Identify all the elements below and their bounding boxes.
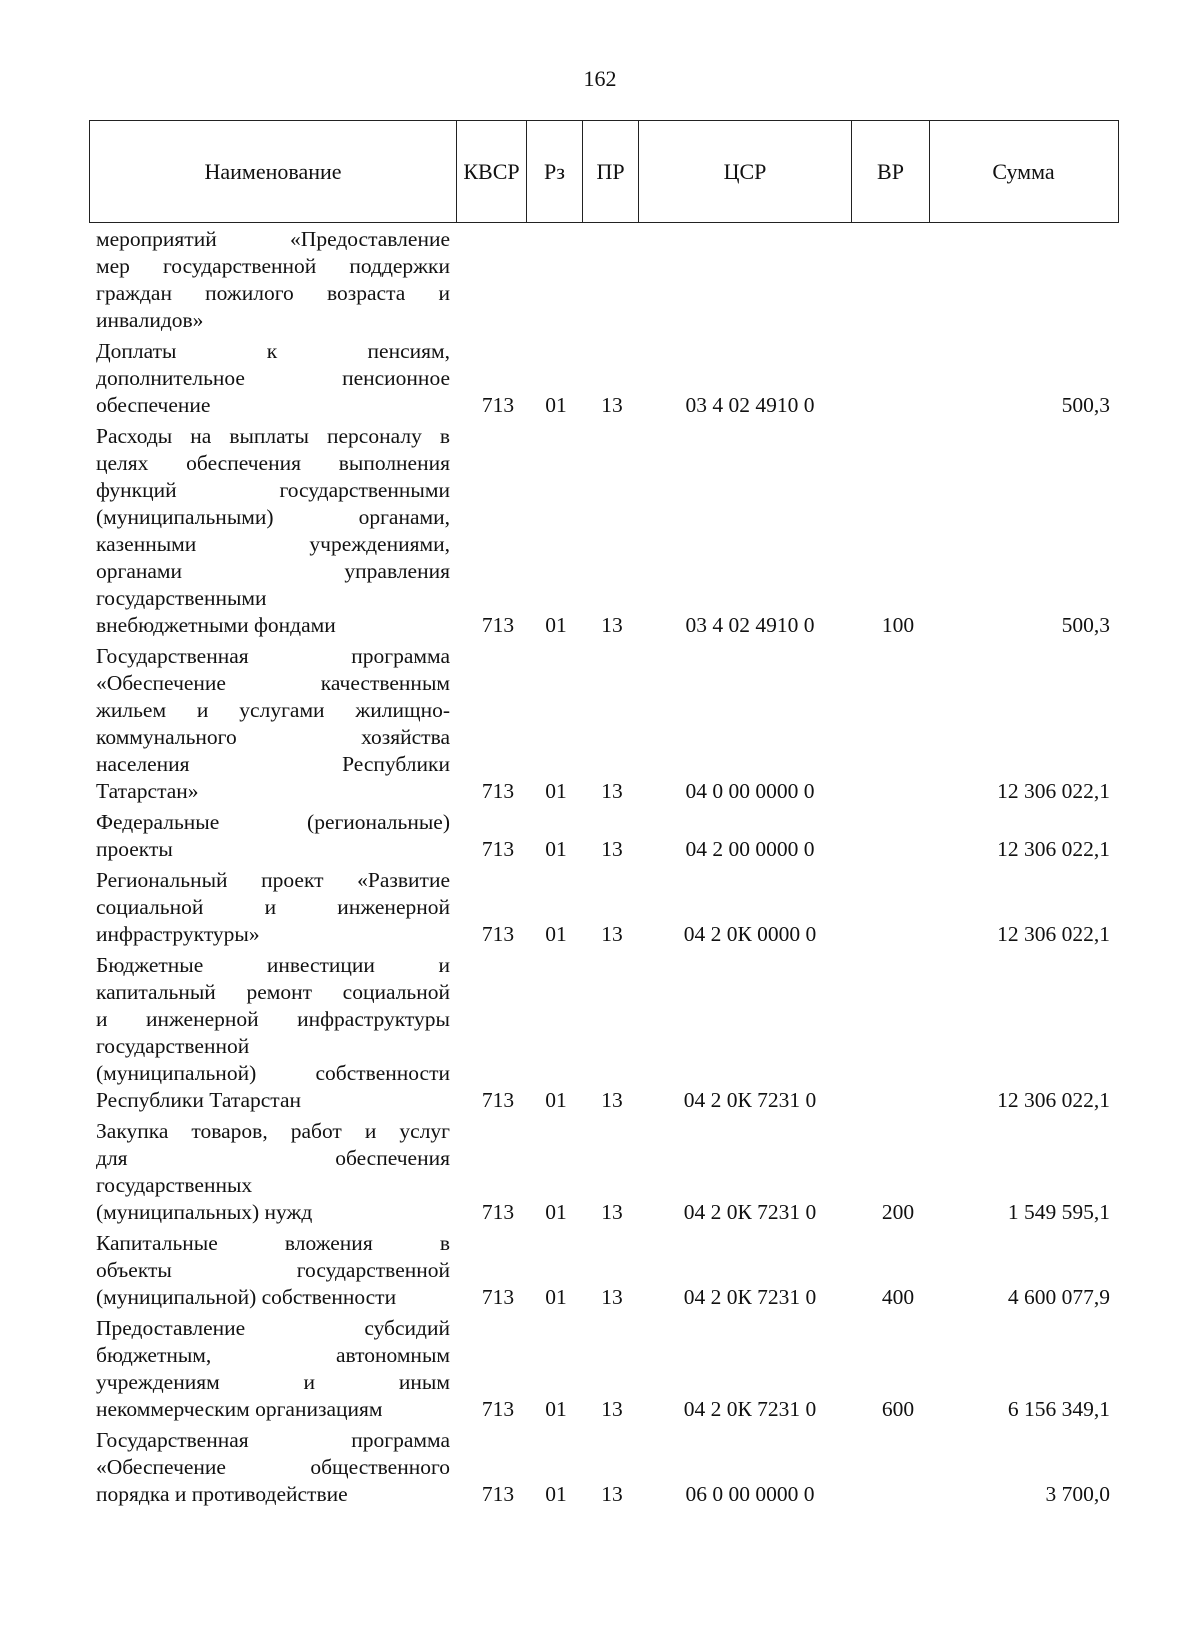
row-name-line: Федеральные (региональные) (96, 810, 450, 834)
row-name-line: Государственная программа (96, 644, 450, 668)
cell-pr: 13 (601, 1200, 623, 1224)
cell-rz: 01 (545, 1285, 567, 1309)
row-name-line: Доплаты к пенсиям, (96, 339, 450, 363)
cell-pr: 13 (601, 1285, 623, 1309)
cell-csr: 04 0 00 0000 0 (685, 779, 815, 803)
row-name (96, 643, 450, 805)
cell-csr: 04 2 0К 7231 0 (683, 1088, 817, 1112)
row-name-line: мер государственной поддержки (96, 254, 450, 278)
table-header (89, 120, 1119, 223)
cell-vr: 600 (881, 1397, 915, 1421)
column-header-sum: Сумма (992, 158, 1055, 184)
cell-kvsr: 713 (481, 1088, 515, 1112)
cell-kvsr: 713 (481, 1285, 515, 1309)
cell-kvsr: 713 (481, 393, 515, 417)
cell-sum: 12 306 022,1 (997, 1088, 1110, 1112)
row-name-line: Закупка товаров, работ и услуг (96, 1119, 450, 1143)
cell-sum: 1 549 595,1 (1007, 1200, 1110, 1224)
cell-sum: 12 306 022,1 (997, 779, 1110, 803)
row-name-line: и инженерной инфраструктуры (96, 1007, 450, 1031)
cell-vr: 100 (881, 613, 915, 637)
table-row (0, 952, 1200, 1114)
cell-rz: 01 (545, 393, 567, 417)
cell-pr: 13 (601, 1482, 623, 1506)
table-row (0, 809, 1200, 863)
row-name-line: казенными учреждениями, (96, 532, 450, 556)
row-name-line: «Обеспечение общественного (96, 1455, 450, 1479)
row-name-line: для обеспечения (96, 1146, 450, 1170)
cell-sum: 4 600 077,9 (1007, 1285, 1110, 1309)
row-name-line: Бюджетные инвестиции и (96, 953, 450, 977)
row-name-line: учреждениям и иным (96, 1370, 450, 1394)
row-name-line: (муниципальными) органами, (96, 505, 450, 529)
row-name-line: социальной и инженерной (96, 895, 450, 919)
row-name-line: Капитальные вложения в (96, 1231, 450, 1255)
cell-csr: 04 2 0К 7231 0 (683, 1285, 817, 1309)
row-name (96, 1315, 450, 1423)
table-row (0, 423, 1200, 639)
row-name (96, 809, 450, 863)
row-name-line: проекты (96, 837, 173, 861)
row-name-line: капитальный ремонт социальной (96, 980, 450, 1004)
table-body (0, 226, 1200, 1508)
row-name-line: Татарстан» (96, 779, 199, 803)
column-header-pr: ПР (583, 121, 639, 222)
row-name (96, 423, 450, 639)
row-name-line: граждан пожилого возраста и (96, 281, 450, 305)
row-name-line: (муниципальной) собственности (96, 1061, 450, 1085)
cell-rz: 01 (545, 779, 567, 803)
row-name (96, 1118, 450, 1226)
row-name-line: объекты государственной (96, 1258, 450, 1282)
cell-pr: 13 (601, 779, 623, 803)
row-name (96, 1230, 450, 1311)
cell-kvsr: 713 (481, 1200, 515, 1224)
cell-csr: 04 2 0К 7231 0 (683, 1200, 817, 1224)
row-name-line: мероприятий «Предоставление (96, 227, 450, 251)
row-name-line: (муниципальных) нужд (96, 1200, 313, 1224)
cell-pr: 13 (601, 393, 623, 417)
cell-vr: 200 (881, 1200, 915, 1224)
row-name-line: порядка и противодействие (96, 1482, 348, 1506)
table-row (0, 338, 1200, 419)
row-name-line: жильем и услугами жилищно- (96, 698, 450, 722)
row-name-line: (муниципальной) собственности (96, 1285, 397, 1309)
table-row (0, 643, 1200, 805)
cell-sum: 12 306 022,1 (997, 837, 1110, 861)
cell-kvsr: 713 (481, 1482, 515, 1506)
cell-sum: 6 156 349,1 (1007, 1397, 1110, 1421)
column-header-kvsr: КВСР (457, 121, 527, 222)
cell-sum: 12 306 022,1 (997, 922, 1110, 946)
cell-kvsr: 713 (481, 613, 515, 637)
cell-rz: 01 (545, 1482, 567, 1506)
row-name-line: «Обеспечение качественным (96, 671, 450, 695)
cell-kvsr: 713 (481, 837, 515, 861)
cell-csr: 03 4 02 4910 0 (685, 393, 815, 417)
row-name-line: коммунального хозяйства (96, 725, 450, 749)
table-row (0, 867, 1200, 948)
cell-csr: 04 2 00 0000 0 (685, 837, 815, 861)
column-header-rz: Рз (527, 121, 583, 222)
row-name-line: обеспечение (96, 393, 211, 417)
cell-sum: 500,3 (1061, 613, 1110, 637)
table-row (0, 1118, 1200, 1226)
row-name-line: органами управления (96, 559, 450, 583)
row-name-line: бюджетным, автономным (96, 1343, 450, 1367)
row-name (96, 952, 450, 1114)
row-name-line: населения Республики (96, 752, 450, 776)
cell-pr: 13 (601, 613, 623, 637)
cell-pr: 13 (601, 1088, 623, 1112)
row-name-line: Предоставление субсидий (96, 1316, 450, 1340)
table-row (0, 1230, 1200, 1311)
row-name-line: государственных (96, 1173, 253, 1197)
row-name-line: Государственная программа (96, 1428, 450, 1452)
cell-vr: 400 (881, 1285, 915, 1309)
row-name-line: инфраструктуры» (96, 922, 260, 946)
row-name (96, 338, 450, 419)
row-name-line: Республики Татарстан (96, 1088, 302, 1112)
cell-csr: 04 2 0К 7231 0 (683, 1397, 817, 1421)
cell-csr: 06 0 00 0000 0 (685, 1482, 815, 1506)
cell-kvsr: 713 (481, 1397, 515, 1421)
page-number: 162 (583, 66, 617, 91)
table-row (0, 226, 1200, 334)
column-header-name: Наименование (90, 121, 457, 222)
cell-csr: 04 2 0К 0000 0 (683, 922, 817, 946)
row-name-line: целях обеспечения выполнения (96, 451, 450, 475)
row-name (96, 867, 450, 948)
cell-pr: 13 (601, 1397, 623, 1421)
row-name-line: функций государственными (96, 478, 450, 502)
table-row (0, 1427, 1200, 1508)
cell-kvsr: 713 (481, 922, 515, 946)
cell-kvsr: 713 (481, 779, 515, 803)
row-name-line: внебюджетными фондами (96, 613, 336, 637)
row-name-line: инвалидов» (96, 308, 204, 332)
row-name-line: Расходы на выплаты персоналу в (96, 424, 450, 448)
table-row (0, 1315, 1200, 1423)
cell-rz: 01 (545, 1397, 567, 1421)
row-name-line: государственной (96, 1034, 250, 1058)
column-header-vr: ВР (852, 121, 930, 222)
cell-csr: 03 4 02 4910 0 (685, 613, 815, 637)
row-name-line: дополнительное пенсионное (96, 366, 450, 390)
cell-rz: 01 (545, 1088, 567, 1112)
cell-sum: 3 700,0 (1045, 1482, 1110, 1506)
column-header-csr: ЦСР (639, 121, 852, 222)
cell-pr: 13 (601, 837, 623, 861)
row-name-line: государственными (96, 586, 267, 610)
cell-sum: 500,3 (1061, 393, 1110, 417)
row-name-line: некоммерческим организациям (96, 1397, 383, 1421)
row-name (96, 226, 450, 334)
cell-rz: 01 (545, 1200, 567, 1224)
cell-rz: 01 (545, 613, 567, 637)
row-name-line: Региональный проект «Развитие (96, 868, 450, 892)
row-name (96, 1427, 450, 1508)
cell-rz: 01 (545, 922, 567, 946)
cell-pr: 13 (601, 922, 623, 946)
cell-rz: 01 (545, 837, 567, 861)
